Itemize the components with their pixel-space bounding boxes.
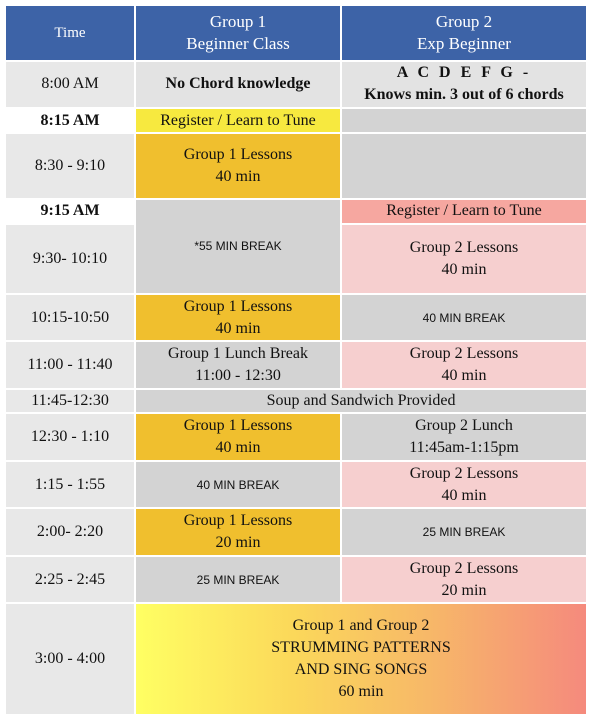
group1-lesson (136, 414, 340, 459)
time-cell: 1:15 - 1:55 (6, 462, 134, 507)
group2-lesson (342, 462, 586, 507)
time-cell: 8:15 AM (6, 109, 134, 132)
group2-register: Register / Learn to Tune (342, 200, 586, 223)
time-cell: 8:30 - 9:10 (6, 134, 134, 198)
schedule-row (6, 134, 586, 198)
time-cell: 3:00 - 4:00 (6, 604, 134, 714)
schedule-row (6, 342, 586, 387)
group2-empty-cell (342, 109, 586, 132)
group2-break: 25 MIN BREAK (342, 509, 586, 554)
group2-break: 40 MIN BREAK (342, 295, 586, 340)
chord-list: A C D E F G - (396, 64, 532, 82)
group1-break (136, 200, 340, 293)
time-cell: 8:00 AM (6, 62, 134, 107)
lesson-duration: 40 min (441, 367, 487, 385)
lesson-title: Group 1 Lessons (183, 297, 293, 315)
group2-lunch (342, 414, 586, 459)
lesson-duration: 40 min (441, 486, 487, 504)
group2-lesson (342, 225, 586, 293)
lunch-title: Group 2 Lunch (415, 417, 513, 435)
lesson-title: Group 1 Lessons (183, 417, 293, 435)
group1-lunch (136, 342, 340, 387)
time-cell: 9:15 AM (6, 200, 134, 223)
time-cell: 12:30 - 1:10 (6, 414, 134, 459)
group1-break: 40 MIN BREAK (136, 462, 340, 507)
lesson-title: Group 1 Lessons (183, 512, 293, 530)
lesson-duration: 20 min (441, 581, 487, 599)
group2-header-subtitle: Exp Beginner (417, 33, 511, 53)
joint-session-title: Group 1 and Group 2 (292, 617, 430, 635)
time-cell: 2:25 - 2:45 (6, 557, 134, 602)
schedule-row (6, 109, 586, 132)
schedule-row (6, 557, 586, 602)
group1-requirement: No Chord knowledge (136, 62, 340, 107)
break-label: *55 MIN BREAK (194, 239, 282, 254)
joint-session (136, 604, 586, 714)
schedule-row (6, 509, 586, 554)
lesson-duration: 20 min (215, 534, 261, 552)
chord-requirement: Knows min. 3 out of 6 chords (364, 86, 564, 104)
schedule-row (6, 414, 586, 459)
group1-header-title: Group 1 (209, 11, 267, 31)
joint-session-activity: STRUMMING PATTERNS (271, 639, 451, 657)
joint-session-activity-2: AND SING SONGS (294, 661, 428, 679)
joint-session-duration: 60 min (338, 683, 384, 701)
lesson-title: Group 1 Lessons (183, 145, 293, 163)
lesson-title: Group 2 Lessons (409, 464, 519, 482)
group2-lesson (342, 557, 586, 602)
schedule-row (6, 200, 586, 223)
group2-lesson (342, 342, 586, 387)
group1-lesson (136, 295, 340, 340)
time-column-header: Time (6, 6, 134, 60)
lesson-title: Group 2 Lessons (409, 559, 519, 577)
group1-column-header (136, 6, 340, 60)
lunch-time: 11:45am-1:15pm (409, 439, 519, 457)
group2-column-header (342, 6, 586, 60)
lunch-title: Group 1 Lunch Break (168, 345, 308, 363)
lesson-duration: 40 min (441, 260, 487, 278)
schedule-row (6, 295, 586, 340)
lesson-duration: 40 min (215, 439, 261, 457)
lesson-title: Group 2 Lessons (409, 238, 519, 256)
lesson-title: Group 2 Lessons (409, 345, 519, 363)
group1-register: Register / Learn to Tune (136, 109, 340, 132)
lesson-duration: 40 min (215, 167, 261, 185)
time-cell: 11:00 - 11:40 (6, 342, 134, 387)
time-cell: 11:45-12:30 (6, 390, 134, 413)
group2-requirement (342, 62, 586, 107)
group1-lesson (136, 509, 340, 554)
lesson-duration: 40 min (215, 319, 261, 337)
lunch-provided-notice: Soup and Sandwich Provided (136, 390, 586, 413)
lunch-time: 11:00 - 12:30 (195, 367, 281, 385)
time-cell: 10:15-10:50 (6, 295, 134, 340)
group2-header-title: Group 2 (435, 11, 493, 31)
group1-header-subtitle: Beginner Class (186, 33, 290, 53)
schedule-row (6, 390, 586, 413)
schedule-table (4, 4, 588, 716)
schedule-row (6, 462, 586, 507)
schedule-row (6, 62, 586, 107)
time-cell: 9:30- 10:10 (6, 225, 134, 293)
time-cell: 2:00- 2:20 (6, 509, 134, 554)
group1-break: 25 MIN BREAK (136, 557, 340, 602)
schedule-row (6, 604, 586, 714)
header-row (6, 6, 586, 60)
group1-lesson (136, 134, 340, 198)
group2-empty-cell (342, 134, 586, 198)
